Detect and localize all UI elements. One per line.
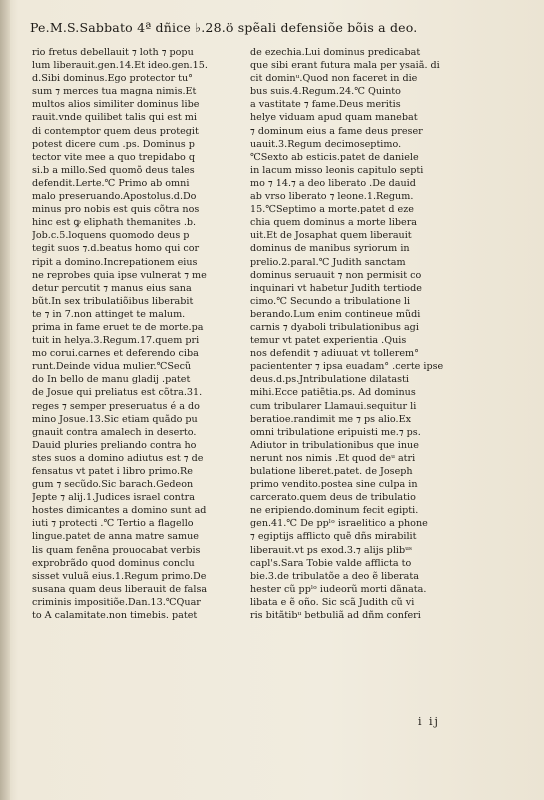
text-line: cit dominᵘ.Quod non faceret in die: [250, 73, 418, 85]
text-line: que sibi erant futura mala per ysaiã. di: [250, 60, 440, 72]
running-header: Pe.M.S.Sabbato 4ª dñice ♭.28.ö spẽali defensiõe bõis a deo.: [30, 20, 418, 35]
text-line: mino Josue.13.Sic etiam quãdo pu: [32, 413, 198, 425]
text-line: ℃Sexto ab esticis.patet de daniele: [250, 151, 419, 163]
text-line: paciententer ⁊ ipsa euadam° .certe ipse: [250, 361, 444, 373]
text-line: beratioe.randimit me ⁊ ps alio.Ex: [250, 413, 411, 425]
text-line: lingue.patet de anna matre samue: [32, 531, 199, 543]
text-line: mihi.Ecce patiẽtia.ps. Ad dominus: [250, 387, 416, 399]
text-line: de ezechia.Lui dominus predicabat: [250, 47, 421, 58]
text-line: chia quem dominus a morte libera: [250, 217, 418, 229]
text-line: criminis impositiõe.Dan.13.℃Quar: [32, 596, 201, 608]
text-line: defendit.Lerte.℃ Primo ab omni: [32, 177, 190, 189]
text-line: reges ⁊ semper preseruatus é a do: [32, 400, 200, 412]
text-line: nerunt nos nimis .Et quod deᵘ atri: [250, 452, 416, 464]
text-line: cum tribularer Llamaui.sequitur li: [250, 400, 417, 412]
text-line: ⁊ egiptijs afflicto quẽ dñs mirabilit: [250, 531, 417, 543]
text-line: liberauit.vt ps exod.3.⁊ alijs plibᵘˢ: [250, 544, 413, 556]
text-line: in lacum misso leonis capitulo septi: [250, 164, 424, 176]
text-line: tuit in helya.3.Regum.17.quem pri: [32, 335, 200, 347]
text-line: bulatione liberet.patet. de Joseph: [250, 466, 413, 477]
text-line: helye viduam apud quam manebat: [250, 112, 418, 124]
text-line: berando.Lum enim contineue mũdi: [250, 308, 421, 320]
text-line: to A calamitate.non timebis. patet: [32, 610, 198, 622]
text-line: libata e ẽ oño. Sic scã Judith cũ vi: [250, 596, 415, 608]
text-line: uauit.3.Regum decimoseptimo.: [250, 138, 402, 150]
text-line: omni tribulatione eripuisti me.⁊ ps.: [250, 426, 421, 438]
text-line: ab vrso liberato ⁊ leone.1.Regum.: [250, 191, 414, 203]
text-line: Dauid pluries preliando contra ho: [32, 439, 197, 451]
text-line: ⁊ dominum eius a fame deus preser: [250, 125, 423, 137]
text-line: do In bello de manu gladij .patet: [32, 374, 191, 386]
text-line: malo preseruando.Apostolus.d.Do: [32, 191, 197, 203]
text-line: gen.41.℃ De ppˡᵒ israelitico a phone: [250, 518, 428, 530]
text-line: lum liberauit.gen.14.Et ideo.gen.15.: [32, 60, 208, 72]
text-line: capl's.Sara Tobie valde afflicta to: [250, 557, 412, 569]
text-line: 15.℃Septimo a morte.patet d eze: [250, 204, 414, 216]
text-line: hinc est ꝙ eliphath themanites .b.: [32, 217, 197, 229]
text-line: ne eripiendo.dominum fecit egipti.: [250, 505, 419, 517]
text-line: mo ⁊ 14.⁊ a deo liberato .De dauid: [250, 177, 416, 189]
text-line: si.b a millo.Sed quomõ deus tales: [32, 164, 195, 176]
text-line: cimo.℃ Secundo a tribulatione li: [250, 295, 411, 307]
text-line: mo corui.carnes et deferendo ciba: [32, 348, 199, 360]
text-line: Adiutor in tribulationibus que inue: [250, 439, 419, 451]
text-line: iuti ⁊ protecti .℃ Tertio a flagello: [32, 518, 194, 530]
text-line: carcerato.quem deus de tribulatio: [250, 492, 416, 504]
text-line: potest dicere cum .ps. Dominus p: [32, 138, 195, 150]
text-line: prelio.2.paral.℃ Judith sanctam: [250, 256, 406, 268]
text-line: bũt.In sex tribulatiõibus liberabit: [32, 295, 194, 307]
text-line: fensatus vt patet i libro primo.Re: [32, 466, 193, 477]
text-line: temur vt patet experientia .Quis: [250, 335, 407, 347]
text-line: ne reprobes quia ipse vulnerat ⁊ me: [32, 269, 207, 281]
text-line: rauit.vnde quilibet talis qui est mi: [32, 112, 197, 124]
text-line: lis quam fenẽna prouocabat verbis: [32, 544, 201, 556]
right-text-column: [250, 46, 462, 622]
text-line: prima in fame eruet te de morte.pa: [32, 321, 204, 333]
left-text-column: [32, 46, 244, 622]
text-line: gnauit contra amalech in deserto.: [32, 426, 197, 438]
text-line: runt.Deinde vidua mulier.℃Secũ: [32, 361, 192, 373]
text-line: bus suis.4.Regum.24.℃ Quinto: [250, 86, 401, 98]
text-line: d.Sibi dominus.Ego protector tu°: [32, 73, 193, 85]
text-line: deus.d.ps.Jntribulatione dilatasti: [250, 374, 409, 386]
text-line: te ⁊ in 7.non attinget te malum.: [32, 308, 186, 320]
text-line: minus pro nobis est quis cõtra nos: [32, 204, 200, 216]
text-line: stes suos a domino adiutus est ⁊ de: [32, 452, 204, 464]
text-line: nos defendit ⁊ adiuuat vt tollerem°: [250, 348, 419, 360]
text-line: di contemptor quem deus protegit: [32, 125, 199, 137]
text-line: Job.c.5.loquens quomodo deus p: [32, 230, 190, 242]
text-line: multos alios similiter dominus libe: [32, 99, 200, 111]
text-line: inquinari vt habetur Judith tertiode: [250, 282, 422, 294]
text-line: exprobrãdo quod dominus conclu: [32, 557, 195, 569]
text-line: uit.Et de Josaphat quem liberauit: [250, 230, 412, 242]
text-line: detur percutit ⁊ manus eius sana: [32, 282, 192, 294]
text-line: gum ⁊ secũdo.Sic barach.Gedeon: [32, 479, 194, 491]
text-line: Jepte ⁊ alij.1.Judices israel contra: [32, 492, 195, 504]
text-line: dominus seruauit ⁊ non permisit co: [250, 269, 422, 281]
text-line: rio fretus debellauit ⁊ loth ⁊ popu: [32, 47, 194, 58]
text-line: primo vendito.postea sine culpa in: [250, 479, 418, 491]
text-line: sum ⁊ merces tua magna nimis.Et: [32, 86, 197, 98]
signature-mark: i ij: [418, 715, 440, 728]
text-line: bie.3.de tribulatõe a deo ẽ liberata: [250, 570, 419, 582]
text-line: a vastitate ⁊ fame.Deus meritis: [250, 99, 401, 111]
text-line: hostes dimicantes a domino sunt ad: [32, 505, 207, 517]
text-line: tegit suos ⁊.d.beatus homo qui cor: [32, 243, 200, 255]
text-line: hester cũ ppˡᵒ iudeorũ morti dãnata.: [250, 583, 427, 595]
text-line: tector vite mee a quo trepidabo q: [32, 151, 195, 163]
text-line: sisset vuluã eius.1.Regum primo.De: [32, 570, 207, 582]
text-line: de Josue qui preliatus est cõtra.31.: [32, 387, 203, 399]
text-line: susana quam deus liberauit de falsa: [32, 583, 208, 595]
text-line: dominus de manibus syriorum in: [250, 243, 410, 255]
text-line: ris bitãtibᵘ betbuliã ad dñm conferi: [250, 610, 421, 622]
text-line: carnis ⁊ dyaboli tribulationibus agi: [250, 321, 419, 333]
text-line: ripit a domino.Increpationem eius: [32, 256, 198, 268]
page-gutter: [0, 0, 10, 800]
